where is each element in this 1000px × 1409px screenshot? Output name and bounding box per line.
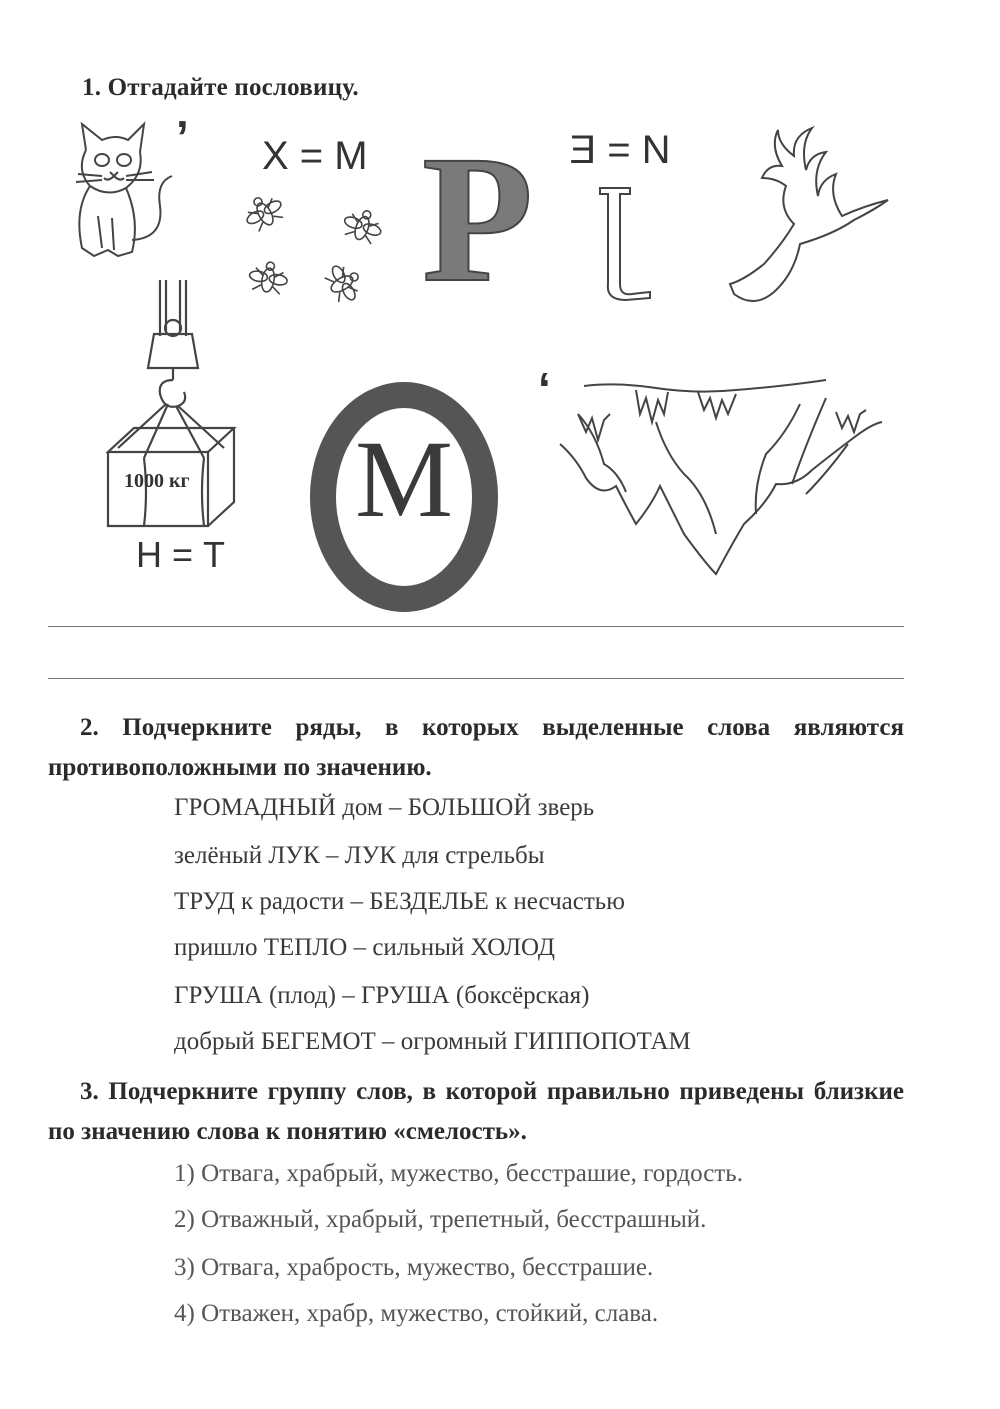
task2-row-3[interactable]: ТРУД к радости – БЕЗДЕЛЬЕ к несчастью [174,888,625,915]
apostrophe-2: ‘ [538,363,551,415]
mirrored-letter-i [596,184,656,304]
task3-title-text: 3. Подчеркните группу слов, в которой правильно приведены близкие по значению слова к понятию «смелость». [48,1078,904,1145]
task3-option-1[interactable]: 1) Отвага, храбрый, мужество, бесстрашие, гордость. [174,1160,743,1187]
task2-row-6[interactable]: добрый БЕГЕМОТ – огромный ГИППОПОТАМ [174,1028,691,1055]
big-letter-p: Р [422,119,534,320]
weight-label: 1000 кг [124,470,190,492]
task2-title [48,708,904,788]
replace-x-m: Х = М [262,134,368,178]
flies-picture [240,192,380,312]
task1-title: 1. Отгадайте пословицу. [82,74,359,101]
mountains-picture [556,374,886,578]
task2-row-4[interactable]: пришло ТЕПЛО – сильный ХОЛОД [174,934,555,961]
task2-row-5[interactable]: ГРУША (плод) – ГРУША (боксёрская) [174,982,590,1009]
answer-line-2[interactable] [48,678,904,679]
antler-picture [724,124,894,314]
task3-option-3[interactable]: 3) Отвага, храбрость, мужество, бесстрашие. [174,1254,654,1281]
task2-row-2[interactable]: зелёный ЛУК – ЛУК для стрельбы [174,842,545,869]
cat-picture [68,120,178,265]
ring-letter-m: М [355,418,453,540]
task2-row-1[interactable]: ГРОМАДНЫЙ дом – БОЛЬШОЙ зверь [174,794,595,821]
replace-n-t: Н = Т [136,534,226,575]
task3-title [48,1072,904,1152]
task2-title-text: 2. Подчеркните ряды, в которых выделенные слова являются противоположными по значению. [48,714,904,781]
task3-option-4[interactable]: 4) Отважен, храбр, мужество, стойкий, слава. [174,1300,659,1327]
answer-line-1[interactable] [48,626,904,627]
task3-option-2[interactable]: 2) Отважный, храбрый, трепетный, бесстрашный. [174,1206,707,1233]
apostrophe-1: ’ [176,111,189,163]
crane-weight-picture [104,276,244,532]
replace-i-e: И = Е [569,128,671,172]
